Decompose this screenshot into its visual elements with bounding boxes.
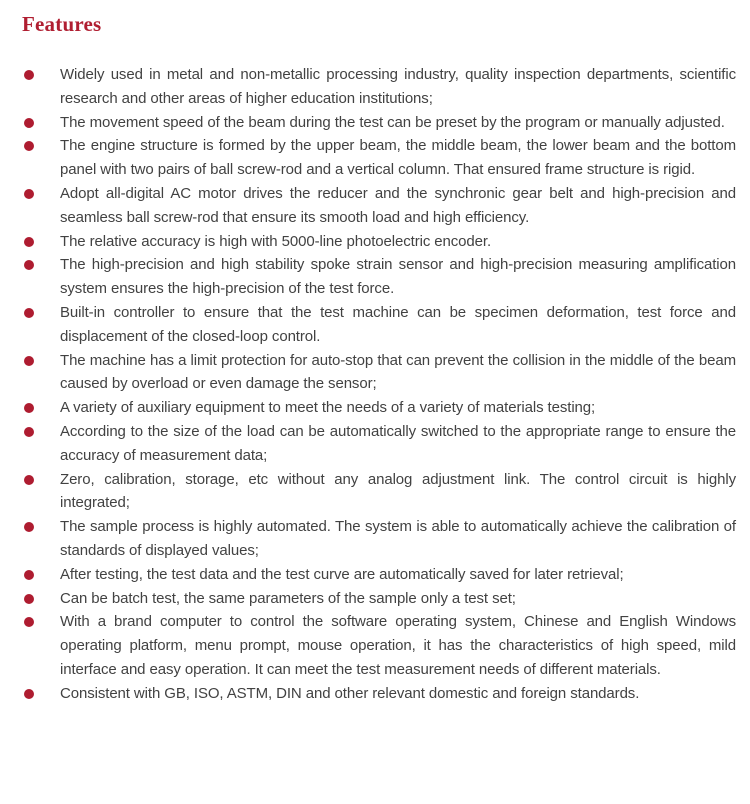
feature-item — [0, 396, 750, 420]
feature-text: The engine structure is formed by the upper beam, the middle beam, the lower beam and the bottom panel with two pairs of ball screw-rod and a vertical column. That ensured frame structure is rigid. — [60, 137, 736, 179]
bullet-icon — [24, 260, 34, 270]
feature-text: The high-precision and high stability spoke strain sensor and high-precision measuring amplification system ensures the high-precision of the test force. — [60, 256, 736, 298]
feature-item — [0, 253, 750, 301]
bullet-icon — [24, 570, 34, 580]
feature-text: Zero, calibration, storage, etc without any analog adjustment link. The control circuit is highly integrated; — [60, 470, 736, 512]
feature-text: Adopt all-digital AC motor drives the reducer and the synchronic gear belt and high-precision and seamless ball screw-rod that ensure its smooth load and high efficiency. — [60, 184, 736, 226]
feature-item — [0, 610, 750, 681]
feature-item — [0, 587, 750, 611]
bullet-icon — [24, 237, 34, 247]
feature-item — [0, 230, 750, 254]
feature-item — [0, 63, 750, 111]
feature-text: Consistent with GB, ISO, ASTM, DIN and other relevant domestic and foreign standards. — [60, 684, 640, 702]
feature-item — [0, 563, 750, 587]
feature-text: The movement speed of the beam during the test can be preset by the program or manually adjusted. — [60, 113, 725, 131]
bullet-icon — [24, 118, 34, 128]
feature-text: After testing, the test data and the test curve are automatically saved for later retrieval; — [60, 565, 624, 583]
feature-item — [0, 301, 750, 349]
feature-item — [0, 468, 750, 516]
bullet-icon — [24, 617, 34, 627]
page-title: Features — [22, 12, 102, 36]
feature-item — [0, 182, 750, 230]
feature-item — [0, 420, 750, 468]
bullet-icon — [24, 141, 34, 151]
feature-text: Can be batch test, the same parameters of the sample only a test set; — [60, 589, 516, 607]
bullet-icon — [24, 189, 34, 199]
bullet-icon — [24, 594, 34, 604]
feature-text: Widely used in metal and non-metallic processing industry, quality inspection departments, scientific research and other areas of higher education institutions; — [60, 66, 736, 107]
feature-item — [0, 515, 750, 563]
bullet-icon — [24, 522, 34, 532]
feature-item — [0, 349, 750, 397]
bullet-icon — [24, 308, 34, 318]
feature-text: The sample process is highly automated. The system is able to automatically achieve the calibration of standards of displayed values; — [60, 518, 736, 559]
features-list — [0, 63, 750, 706]
bullet-icon — [24, 356, 34, 366]
feature-item — [0, 682, 750, 706]
feature-text: The machine has a limit protection for auto-stop that can prevent the collision in the middle of the beam caused by overload or even damage the sensor; — [60, 351, 736, 393]
feature-text: According to the size of the load can be automatically switched to the appropriate range to ensure the accuracy of measurement data; — [60, 422, 736, 464]
bullet-icon — [24, 475, 34, 485]
bullet-icon — [24, 70, 34, 80]
feature-item — [0, 111, 750, 135]
bullet-icon — [24, 403, 34, 413]
bullet-icon — [24, 689, 34, 699]
feature-text: The relative accuracy is high with 5000-line photoelectric encoder. — [60, 232, 492, 250]
bullet-icon — [24, 427, 34, 437]
feature-text: With a brand computer to control the software operating system, Chinese and English Windows operating platform, menu prompt, mouse operation, it has the characteristics of high speed, mild interface and easy operation. It can meet the test measurement needs of different materials. — [60, 613, 736, 678]
feature-text: Built-in controller to ensure that the test machine can be specimen deformation, test force and displacement of the closed-loop control. — [60, 303, 736, 345]
feature-item — [0, 134, 750, 182]
feature-text: A variety of auxiliary equipment to meet the needs of a variety of materials testing; — [60, 399, 596, 417]
